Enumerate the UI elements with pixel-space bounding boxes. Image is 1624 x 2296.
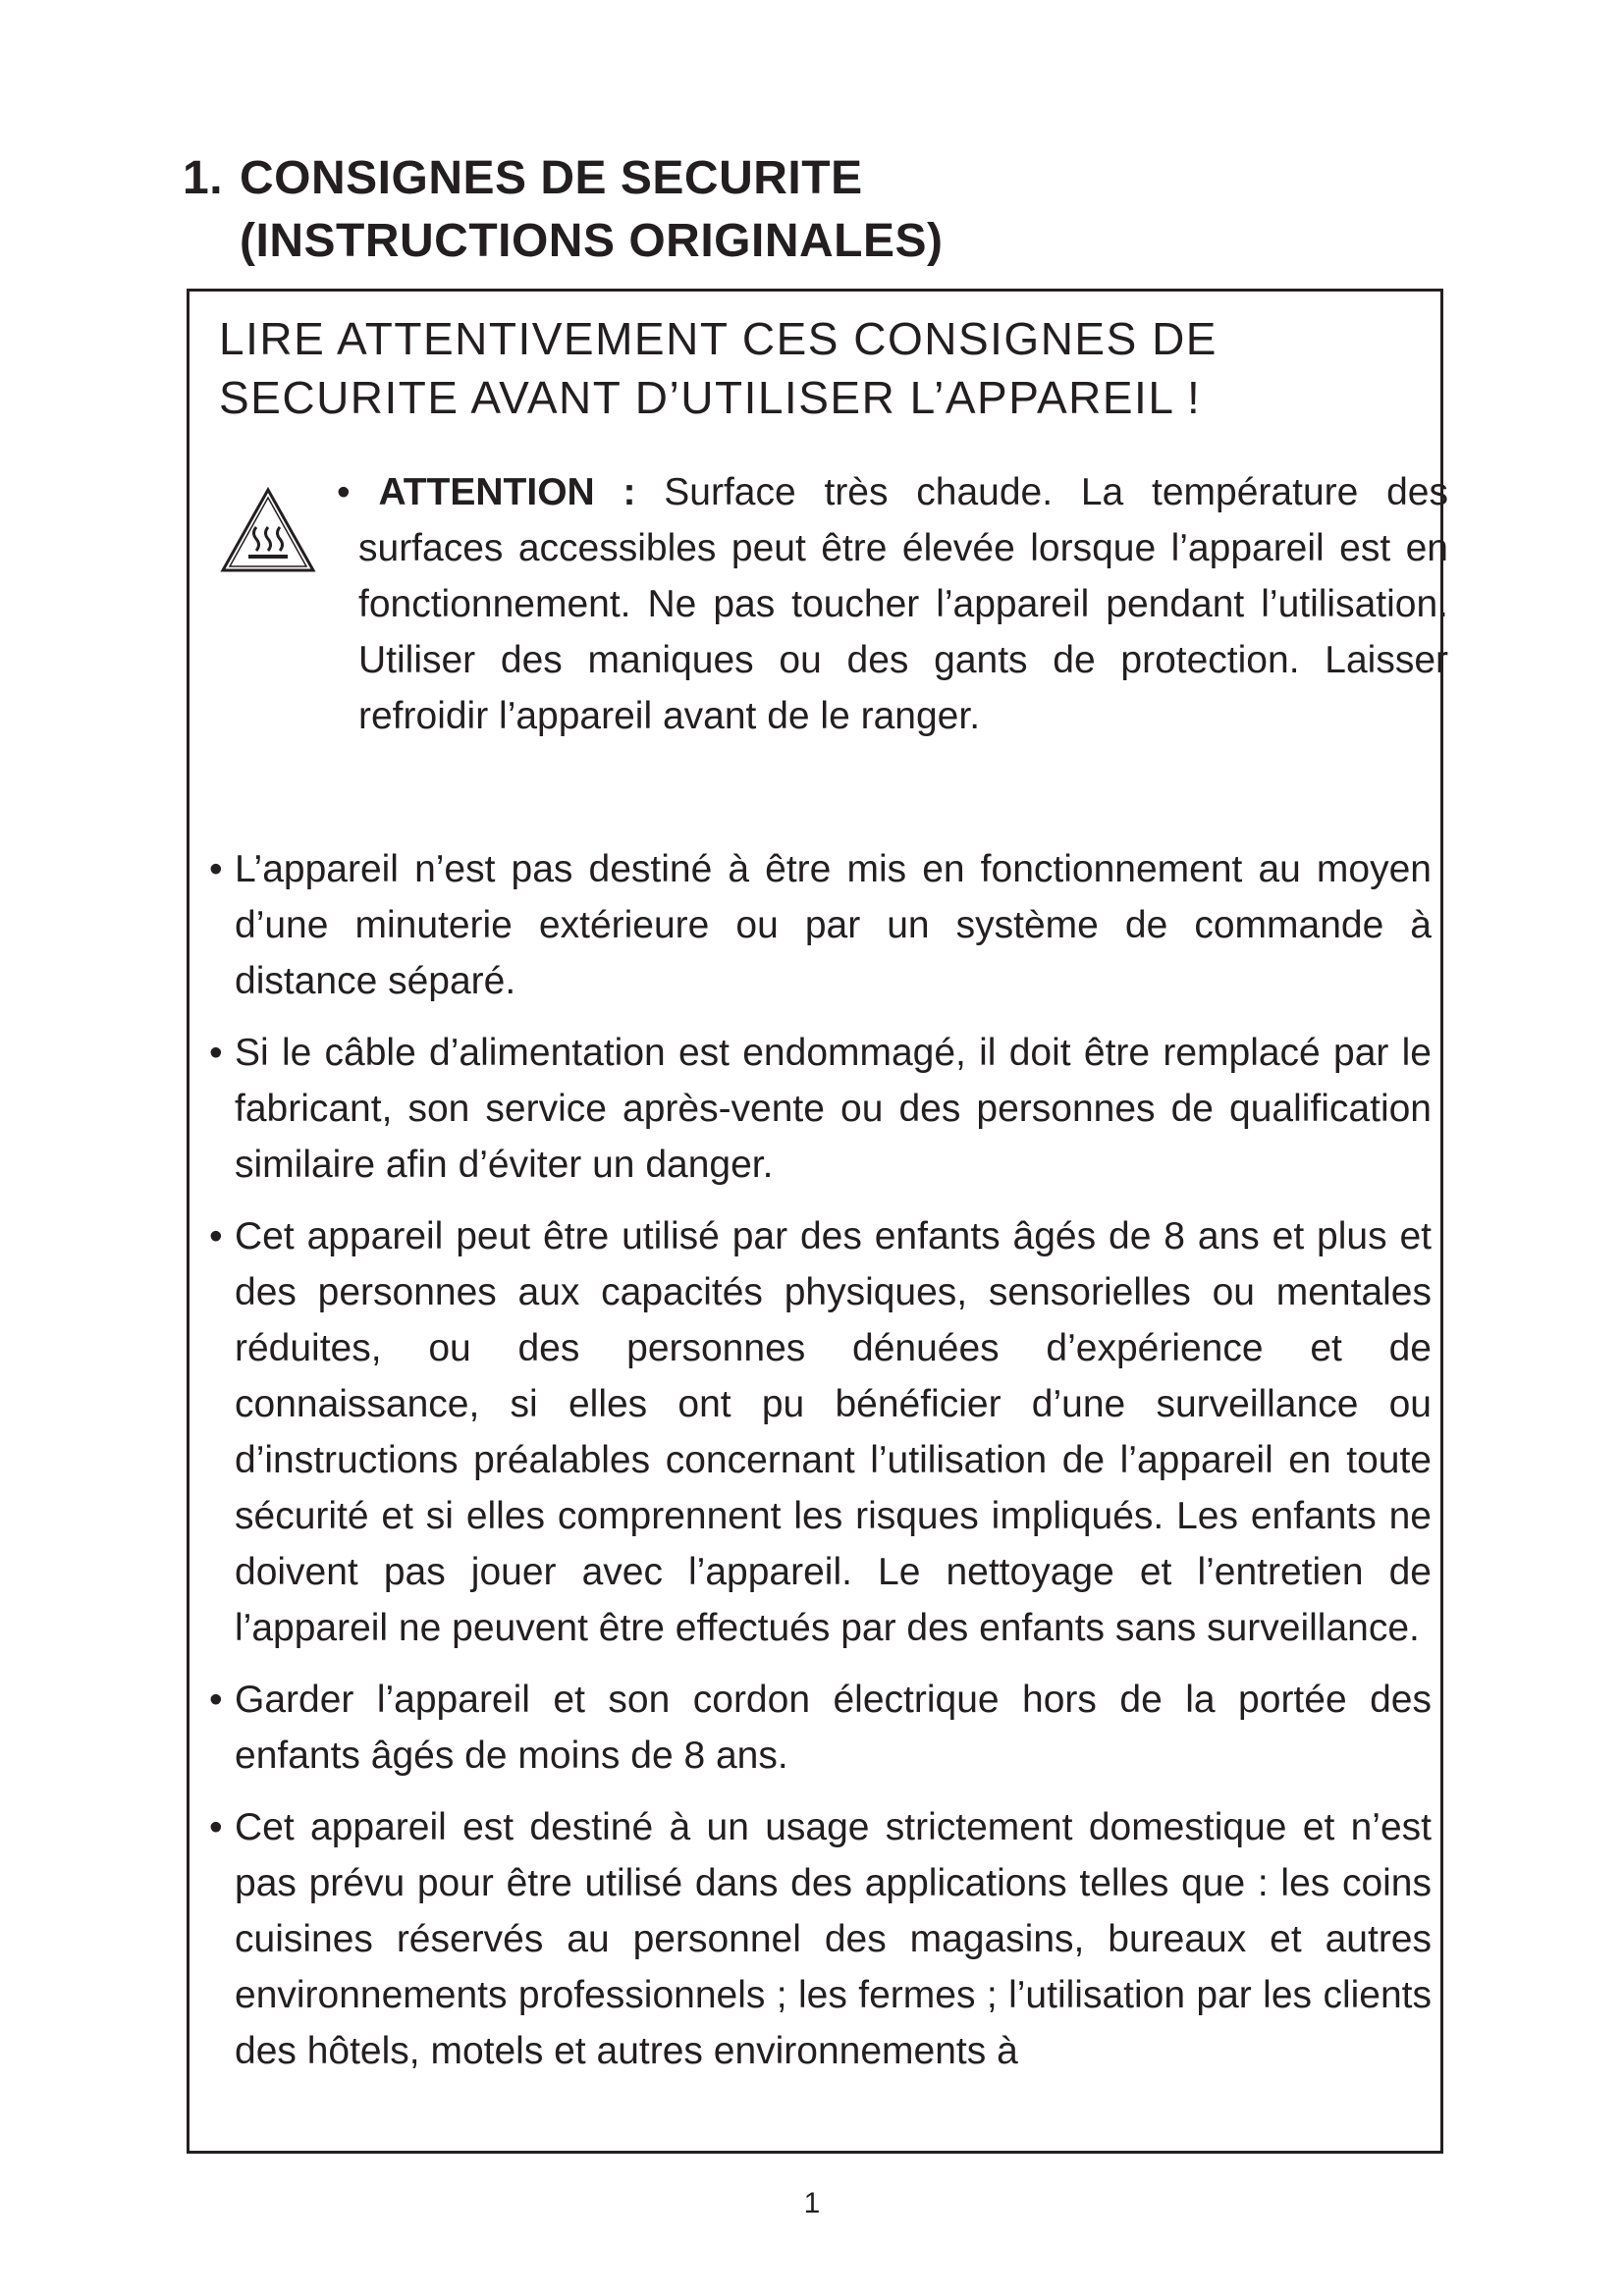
safety-items-list xyxy=(209,841,1432,2095)
safety-item-text: Si le câble d’alimentation est endommagé, il doit être remplacé par le fabricant, son service après-vente ou des personnes de qualification similaire afin d’éviter un danger. xyxy=(235,1032,1432,1186)
attention-paragraph xyxy=(337,464,1448,744)
safety-item xyxy=(209,1672,1432,1784)
attention-bullet: • xyxy=(337,471,351,513)
attention-label: ATTENTION : xyxy=(378,471,636,513)
bullet-glyph: • xyxy=(209,1806,223,1848)
section-title xyxy=(183,147,944,273)
section-title-line2: (INSTRUCTIONS ORIGINALES) xyxy=(240,215,944,267)
bullet-glyph: • xyxy=(209,1032,223,1074)
bullet-glyph: • xyxy=(209,1679,223,1721)
attention-text: Surface très chaude. La température des surfaces accessibles peut être élevée lorsque l’appareil est en fonctionnement. Ne pas toucher l’appareil pendant l’utilisation. Utiliser des maniques ou des gants de protection. Laisser refroidir l’appareil avant de le ranger. xyxy=(358,471,1448,737)
safety-item-text: Cet appareil peut être utilisé par des enfants âgés de 8 ans et plus et des personnes aux capacités physiques, sensorielles ou mentales réduites, ou des personnes dénuées d’expérience et de connaissance, si elles ont pu bénéficier d’une surveillance ou d’instructions préalables concernant l’utilisation de l’appareil en toute sécurité et si elles comprennent les risques impliqués. Les enfants ne doivent pas jouer avec l’appareil. Le nettoyage et l’entretien de l’appareil ne peuvent être effectués par des enfants sans surveillance. xyxy=(235,1215,1432,1649)
safety-item-text: Garder l’appareil et son cordon électrique hors de la portée des enfants âgés de moins de 8 ans. xyxy=(235,1679,1432,1777)
safety-item xyxy=(209,1025,1432,1193)
bullet-glyph: • xyxy=(209,1215,223,1257)
section-number: 1. xyxy=(183,152,224,204)
box-heading: LIRE ATTENTIVEMENT CES CONSIGNES DE SECURITE AVANT D’UTILISER L’APPAREIL ! xyxy=(219,313,1218,423)
safety-item xyxy=(209,841,1432,1009)
safety-item xyxy=(209,1799,1432,2079)
safety-item-text: Cet appareil est destiné à un usage strictement domestique et n’est pas prévu pour être utilisé dans des applications telles que : les coins cuisines réservés au personnel des magasins, bureaux et autres environnements professionnels ; les fermes ; l’utilisation par les clients des hôtels, motels et autres environnements à xyxy=(235,1806,1432,2072)
safety-instructions-box xyxy=(187,289,1448,2154)
hot-surface-warning-icon xyxy=(219,486,317,574)
safety-item-text: L’appareil n’est pas destiné à être mis en fonctionnement au moyen d’une minuterie extérieure ou par un système de commande à distance séparé. xyxy=(235,848,1432,1002)
safety-item xyxy=(209,1208,1432,1656)
section-title-line1: CONSIGNES DE SECURITE xyxy=(240,152,863,204)
bullet-glyph: • xyxy=(209,848,223,890)
page-number: 1 xyxy=(803,2187,821,2219)
